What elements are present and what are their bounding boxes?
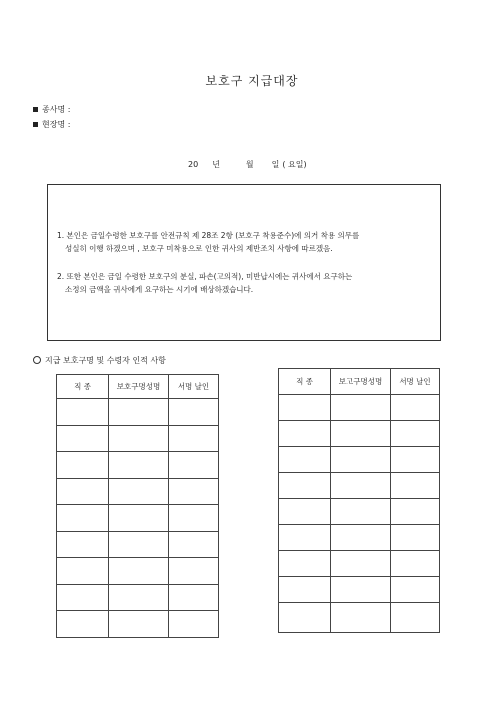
cell-signature[interactable]: [169, 399, 219, 426]
section-title: 지급 보호구명 및 수령자 인적 사항: [45, 356, 166, 365]
table-row: [279, 577, 440, 603]
square-bullet-icon: [33, 122, 38, 127]
header-signature: 서명 날인: [391, 369, 440, 395]
field-company-label: 종사명 :: [42, 105, 71, 114]
table-row: [279, 421, 440, 447]
table-row: [57, 611, 219, 638]
table-row: [57, 584, 219, 611]
cell-equipment-name[interactable]: [109, 478, 169, 505]
cell-signature[interactable]: [169, 531, 219, 558]
cell-equipment-name[interactable]: [109, 531, 169, 558]
date-weekday: ( 요일): [282, 160, 307, 169]
cell-equipment-name[interactable]: [109, 399, 169, 426]
cell-signature[interactable]: [391, 473, 440, 499]
circle-bullet-icon: [33, 356, 41, 364]
cell-job-type[interactable]: [57, 399, 109, 426]
cell-job-type[interactable]: [279, 603, 331, 633]
cell-job-type[interactable]: [57, 558, 109, 585]
cell-equipment-name[interactable]: [331, 603, 391, 633]
header-equipment-name: 보고구명성명: [331, 369, 391, 395]
cell-equipment-name[interactable]: [331, 551, 391, 577]
date-year-unit: 년: [212, 160, 220, 169]
cell-equipment-name[interactable]: [109, 584, 169, 611]
cell-signature[interactable]: [391, 421, 440, 447]
cell-equipment-name[interactable]: [109, 505, 169, 532]
cell-job-type[interactable]: [57, 452, 109, 479]
table-header-row: [279, 369, 440, 395]
header-equipment-name: 보호구명성명: [109, 375, 169, 399]
field-site: [33, 119, 70, 130]
cell-signature[interactable]: [169, 452, 219, 479]
cell-signature[interactable]: [169, 558, 219, 585]
cell-signature[interactable]: [391, 551, 440, 577]
cell-signature[interactable]: [391, 525, 440, 551]
cell-job-type[interactable]: [279, 421, 331, 447]
cell-signature[interactable]: [391, 447, 440, 473]
statement-item2-line1: 2. 또한 본인은 금일 수령한 보호구의 분실, 파손(고의적), 미반납시에는 귀사에서 요구하는: [57, 272, 353, 281]
table-row: [57, 558, 219, 585]
table-row: [279, 447, 440, 473]
field-site-label: 현장명 :: [42, 120, 71, 129]
recipient-table-left: [56, 374, 219, 638]
cell-job-type[interactable]: [57, 425, 109, 452]
cell-equipment-name[interactable]: [331, 473, 391, 499]
cell-equipment-name[interactable]: [109, 611, 169, 638]
cell-equipment-name[interactable]: [331, 447, 391, 473]
table-row: [279, 473, 440, 499]
cell-signature[interactable]: [169, 478, 219, 505]
cell-equipment-name[interactable]: [331, 395, 391, 421]
table-header-row: [57, 375, 219, 399]
cell-job-type[interactable]: [57, 611, 109, 638]
cell-equipment-name[interactable]: [109, 558, 169, 585]
date-line: [188, 159, 317, 170]
cell-equipment-name[interactable]: [109, 425, 169, 452]
date-day-unit: 일: [271, 160, 280, 169]
section-heading: [33, 355, 166, 366]
cell-signature[interactable]: [391, 577, 440, 603]
cell-signature[interactable]: [391, 603, 440, 633]
cell-job-type[interactable]: [279, 551, 331, 577]
table-row: [57, 505, 219, 532]
cell-signature[interactable]: [169, 425, 219, 452]
header-job-type: 직 종: [57, 375, 109, 399]
cell-job-type[interactable]: [279, 499, 331, 525]
cell-signature[interactable]: [169, 611, 219, 638]
statement-item1-line1: 1. 본인은 금일수령한 보호구를 안전규칙 제 28조 2항 (보호구 착용준수)에 의거 착용 의무를: [57, 231, 360, 240]
cell-signature[interactable]: [169, 584, 219, 611]
table-row: [57, 478, 219, 505]
header-job-type: 직 종: [279, 369, 331, 395]
cell-signature[interactable]: [391, 395, 440, 421]
cell-job-type[interactable]: [279, 577, 331, 603]
field-company: [33, 104, 70, 115]
page-title: 보호구 지급대장: [205, 74, 299, 88]
table-row: [279, 525, 440, 551]
cell-equipment-name[interactable]: [331, 525, 391, 551]
cell-equipment-name[interactable]: [331, 577, 391, 603]
cell-job-type[interactable]: [57, 505, 109, 532]
table-row: [57, 425, 219, 452]
table-row: [279, 603, 440, 633]
square-bullet-icon: [33, 107, 38, 112]
cell-job-type[interactable]: [57, 584, 109, 611]
table-row: [279, 395, 440, 421]
statement-box: [47, 184, 441, 341]
cell-job-type[interactable]: [279, 447, 331, 473]
header-signature: 서명 날인: [169, 375, 219, 399]
table-row: [57, 399, 219, 426]
cell-job-type[interactable]: [279, 525, 331, 551]
table-row: [279, 499, 440, 525]
cell-job-type[interactable]: [279, 395, 331, 421]
table-row: [57, 452, 219, 479]
statement-item2-line2: 소정의 금액을 귀사에게 요구하는 시기에 배상하겠습니다.: [65, 285, 254, 294]
cell-signature[interactable]: [169, 505, 219, 532]
table-row: [57, 531, 219, 558]
cell-equipment-name[interactable]: [331, 499, 391, 525]
cell-job-type[interactable]: [279, 473, 331, 499]
recipient-table-right: [278, 368, 440, 633]
table-row: [279, 551, 440, 577]
statement-item1-line2: 성실히 이행 하겠으며 , 보호구 미착용으로 인한 귀사의 제반조치 사항에 따르겠음.: [65, 244, 333, 253]
date-month-unit: 월: [245, 160, 254, 169]
cell-job-type[interactable]: [57, 531, 109, 558]
cell-equipment-name[interactable]: [331, 421, 391, 447]
cell-job-type[interactable]: [57, 478, 109, 505]
cell-signature[interactable]: [391, 499, 440, 525]
date-year-prefix: 20: [188, 160, 199, 169]
cell-equipment-name[interactable]: [109, 452, 169, 479]
